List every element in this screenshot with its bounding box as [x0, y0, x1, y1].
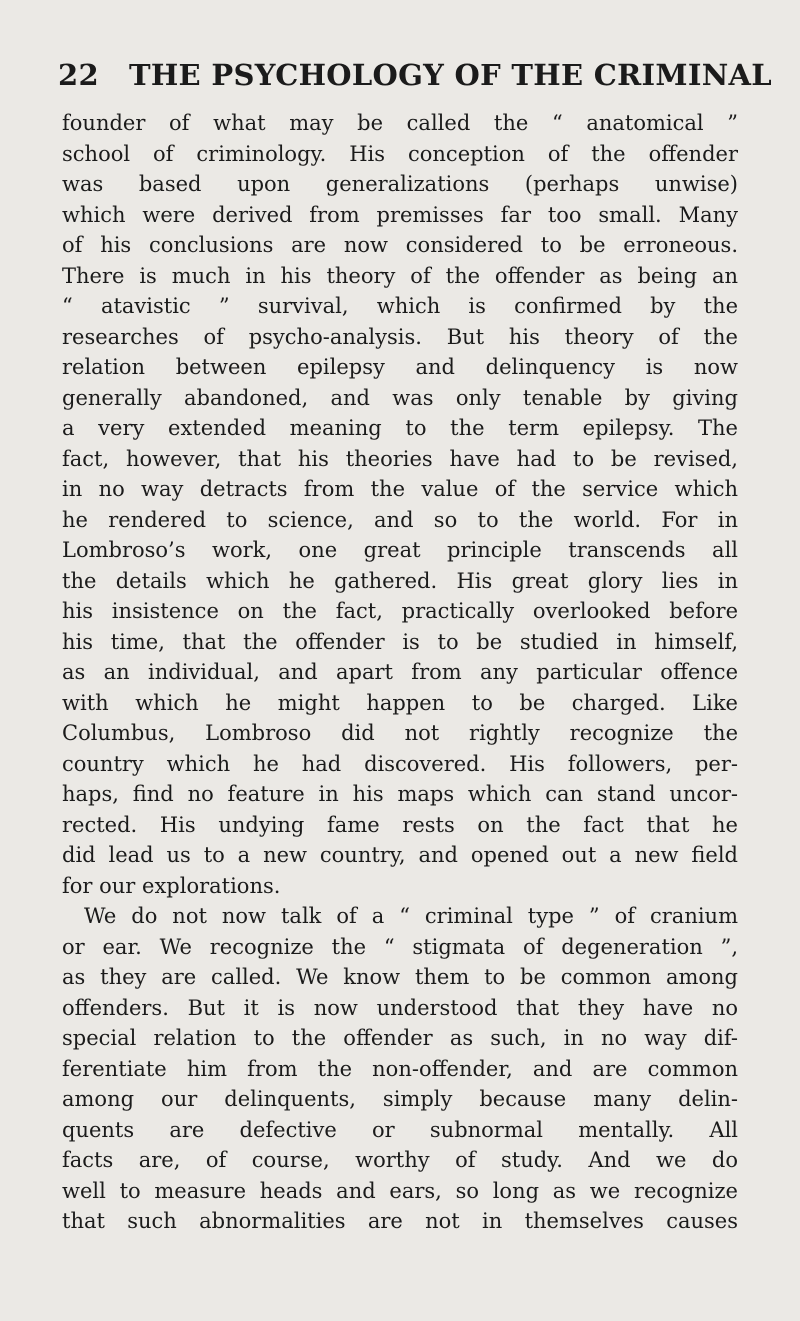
text-line: that such abnormalities are not in themselves causes — [62, 1209, 738, 1233]
text-line: offenders. But it is now understood that they have no — [62, 995, 738, 1020]
body-text — [62, 108, 738, 1237]
text-line: as they are called. We know them to be common among — [62, 965, 738, 989]
text-line: among our delinquents, simply because many delin- — [62, 1087, 738, 1111]
text-line: Lombroso’s work, one great principle transcends all — [62, 538, 738, 562]
text-line: did lead us to a new country, and opened out a new field — [62, 843, 738, 867]
running-header — [58, 58, 772, 98]
text-line: fact, however, that his theories have had to be revised, — [62, 446, 738, 471]
text-line: with which he might happen to be charged. Like — [62, 690, 738, 715]
text-line: a very extended meaning to the term epilepsy. The — [62, 416, 738, 440]
text-line: as an individual, and apart from any particular offence — [62, 660, 738, 684]
text-line: Columbus, Lombroso did not rightly recognize the — [62, 721, 738, 745]
running-title: THE PSYCHOLOGY OF THE CRIMINAL — [128, 58, 772, 92]
paragraph-start-line: We do not now talk of a “ criminal type ” of cranium — [84, 904, 738, 928]
text-line: in no way detracts from the value of the service which — [62, 477, 738, 501]
text-line: founder of what may be called the “ anatomical ” — [62, 111, 738, 135]
text-line: rected. His undying fame rests on the fact that he — [62, 812, 738, 837]
text-line: the details which he gathered. His great glory lies in — [62, 568, 738, 593]
text-line: or ear. We recognize the “ stigmata of degeneration ”, — [62, 934, 738, 959]
text-line: country which he had discovered. His followers, per- — [62, 751, 738, 776]
text-line: generally abandoned, and was only tenable by giving — [62, 385, 738, 410]
page-number: 22 — [58, 58, 99, 92]
text-line: his time, that the offender is to be studied in himself, — [62, 629, 738, 654]
text-line: ferentiate him from the non-offender, and are common — [62, 1056, 738, 1081]
paragraph-end-line: for our explorations. — [62, 873, 281, 898]
text-line: special relation to the offender as such, in no way dif- — [62, 1026, 738, 1050]
text-line: well to measure heads and ears, so long as we recognize — [62, 1178, 738, 1203]
text-line: There is much in his theory of the offender as being an — [62, 263, 738, 288]
text-line: he rendered to science, and so to the world. For in — [62, 507, 738, 532]
text-line: of his conclusions are now considered to be erroneous. — [62, 233, 738, 257]
text-line: facts are, of course, worthy of study. And we do — [62, 1148, 738, 1172]
text-line: researches of psycho-analysis. But his theory of the — [62, 324, 738, 349]
text-line: which were derived from premisses far too small. Many — [62, 202, 738, 227]
text-line: his insistence on the fact, practically overlooked before — [62, 599, 738, 623]
text-line: relation between epilepsy and delinquency is now — [62, 355, 738, 379]
text-line: “ atavistic ” survival, which is confirmed by the — [62, 294, 738, 318]
text-line: was based upon generalizations (perhaps unwise) — [62, 172, 738, 196]
text-line: school of criminology. His conception of the offender — [62, 141, 738, 166]
text-line: haps, find no feature in his maps which can stand uncor- — [62, 782, 738, 806]
text-line: quents are defective or subnormal mentally. All — [62, 1117, 738, 1142]
